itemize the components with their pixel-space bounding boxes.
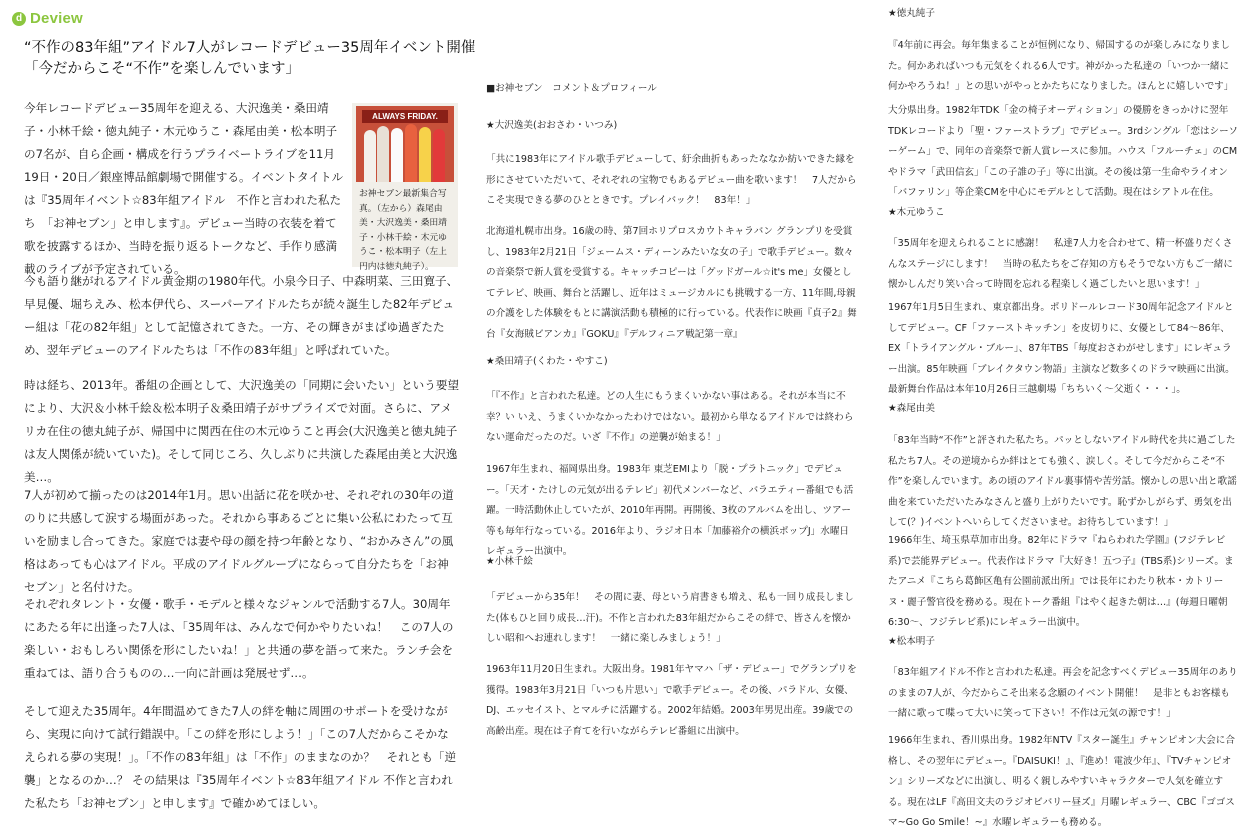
site-name: Deview — [30, 10, 83, 27]
member-heading: ★大沢逸美(おおさわ・いつみ) — [486, 120, 618, 131]
article-paragraph: それぞれタレント・女優・歌手・モデルと様々なジャンルで活動する7人。30周年にあたる年に出逢った7人は、「35周年は、みんなで何かやりたいね！ この7人の楽しい・おもしろい関係を形にしたいね！」と共通の夢を語って来た。ランチ会を重ねては、語り合うものの…一向に計画は発展せず…。 — [24, 597, 454, 680]
profiles-column-2 — [888, 0, 1238, 828]
photo-person — [377, 126, 389, 182]
photo-banner: ALWAYS FRIDAY. — [362, 110, 448, 123]
photo-person — [405, 124, 417, 182]
article-paragraph: 今も語り継がれるアイドル黄金期の1980年代。小泉今日子、中森明菜、三田寛子、早見優、堀ちえみ、松本伊代ら、スーパーアイドルたちが続々誕生した82年デビュー組は「花の82年組」として記憶されてきた。一方、その輝きがまばゆ過ぎたため、翌年デビューのアイドルたちは「不作の83年組」と呼ばれていた。 — [24, 274, 459, 357]
member-comment: 「『不作』と言われた私達。どの人生にもうまくいかない事はある。それが本当に不幸？い いえ、うまくいかなかったわけではない。最初から単なるアイドルでは終わらない運命だったのだ。いざ『不作』の逆襲が始まる！」 — [486, 391, 854, 443]
article-column — [8, 0, 476, 819]
group-photo[interactable] — [356, 106, 454, 182]
member-comment: 「35周年を迎えられることに感謝！ 私達7人力を合わせて、精一杯盛りだくさんなステージにします！ 当時の私たちをご存知の方もそうでない方もご一緒に懐かしんだり笑い合って時間を忘れる程楽しく過ごしたいと思います！」 — [888, 238, 1233, 290]
member-profile: 1967年1月5日生まれ、東京都出身。ポリドールレコード30周年記念アイドルとしてデビュー。CF「ファーストキッチン」を皮切りに、女優として84〜86年、EX「トライアングル・ブルー」、87年TBS「毎度おさわがせします」にレギュラー出演。85年映画「ブレイクタウン物語」主演など数多くのドラマ映画に出演。最新舞台作品は本年10月26日三越劇場「ちちいく〜父逝く・・・」。 — [888, 302, 1235, 395]
member-heading: ★徳丸純子 — [888, 8, 935, 19]
profiles-section-title: ■お神セブン コメント＆プロフィール — [486, 83, 657, 94]
member-comment: 「83年当時“不作”と評された私たち。パッとしないアイドル時代を共に過ごした私たち7人。その逆境からか絆はとても強く、涙しく。そして今だからこそ“不作”を楽しんでいます。あの頃のアイドル裏事情や苦労話。懐かしの思い出と歌謡曲を来ていただいたみなさんと盛り上がりたいです。恥ずかしがらず、勇気を出して(？)イベントへいらしてくださいませ。お待ちしています！」 — [888, 435, 1237, 528]
member-profile: 北海道札幌市出身。16歳の時、第7回ホリプロスカウトキャラバン グランプリを受賞し、1983年2月21日「ジェームス・ディーンみたいな女の子」で歌手デビュー。数々の音楽祭で新人賞を受賞する。キャッチコピーは「グッドガール☆it's me」女優としてテレビ、映画、舞台と活躍し、近年はミュージカルにも挑戦する一方、11年間,母親の介護をした体験をもとに講演活動も積極的に行っている。代表作に映画『貞子2』舞台『女海賊ビアンカ』『GOKU』『デルフィニア戦記第一章』 — [486, 226, 857, 340]
photo-person — [433, 129, 445, 182]
member-profile: 1966年生まれ、香川県出身。1982年NTV『スター誕生』チャンピオン大会に合格し、その翌年にデビュー。『DAISUKI！』、『進め！電波少年』、『TVチャンピオン』シリーズなどに出演し、明るく親しみやすいキャラクターで人気を確立する。現在はLF『高田文夫のラジオビバリー昼ズ』月曜レギュラー、CBC『ゴゴスマ~Go Go Smile！~』水曜レギュラーも務める。 — [888, 735, 1235, 828]
group-photo-figure — [352, 103, 458, 272]
member-profile: 大分県出身。1982年TDK「金の椅子オーディション」の優勝をきっかけに翌年TDKレコードより「聖・ファーストラブ」でデビュー。3rdシングル「恋はシーソーゲーム」で、同年の音楽祭で新人賞レースに参加。ハウス「フルーチェ」のCMやドラマ「武田信玄」「この子誰の子」等に出演。その後は第一生命やライオン「バファリン」等企業CMを中心にモデルとして活動。現在はシアトル在住。 — [888, 105, 1238, 198]
article-paragraph: 時は経ち、2013年。番組の企画として、大沢逸美の「同期に会いたい」という要望により、大沢＆小林千絵＆松本明子＆桑田靖子がサプライズで対面。さらに、アメリカ在住の徳丸純子が、帰国中に関西在住の木元ゆうこと再会(大沢逸美と徳丸純子は友人関係が続いていた)。そして同じころ、久しぶりに共演した森尾由美と大沢逸美…。 — [24, 378, 460, 484]
member-comment: 「デビューから35年！ その間に妻、母という肩書きも増え、私も一回り成長しました(体もひと回り成長…汗)。不作と言われた83年組だからこその絆で、皆さんを懐かしい昭和へお連れします！ 一緒に楽しみましょう！」 — [486, 592, 854, 644]
article-paragraph: 今年レコードデビュー35周年を迎える、大沢逸美・桑田靖子・小林千絵・徳丸純子・木元ゆうこ・森尾由美・松本明子の7名が、自ら企画・構成を行うプライベートライブを11月19日・20日／銀座博品館劇場で開催する。イベントタイトルは『35周年イベント☆83年組アイドル 不作と言われた私たち 「お神セブン」と申します』。デビュー当時の衣装を着て歌を披露するほか、当時を振り返るトークなど、手作り感満載のライブが予定されている。 — [24, 101, 344, 276]
article-paragraph: そして迎えた35周年。4年間温めてきた7人の絆を軸に周囲のサポートを受けながら、実現に向けて試行錯誤中。「この絆を形にしよう！」「この7人だからこそかなえられる夢の実現！」。「不作の83年組」は「不作」のままなのか？ それとも「逆襲」となるのか…？ その結果は『35周年イベント☆83年組アイドル 不作と言われた私たち「お神セブン」と申します』で確かめてほしい。 — [24, 704, 457, 810]
article-paragraph: 7人が初めて揃ったのは2014年1月。思い出話に花を咲かせ、それぞれの30年の道のりに共感して涙する場面があった。それから事あるごとに集い公私にわたって互いを励まし合ってきた。家庭では妻や母の顔を持つ年齢となり、“おかみさん”の風格はあっても心はアイドル。平成のアイドルグループにならって自分たちを「お神セブン」と名付けた。 — [24, 488, 454, 594]
photo-person — [419, 127, 431, 182]
member-profile: 1963年11月20日生まれ。大阪出身。1981年ヤマハ「ザ・デビュー」でグランプリを獲得。1983年3月21日「いつも片思い」で歌手デビュー。その後、パラドル、女優、DJ、エッセイスト、とマルチに活躍する。2002年結婚。2003年男児出産。39歳での高齢出産。現在は子育てを行いながらテレビ番組に出演中。 — [486, 664, 857, 737]
member-heading: ★木元ゆうこ — [888, 207, 945, 218]
member-heading: ★森尾由美 — [888, 403, 935, 414]
photo-caption: お神セブン最新集合写真。（左から）森尾由美・大沢逸美・桑田靖子・小林千絵・木元ゆうこ・松本明子（左上円内は徳丸純子）。 — [359, 189, 447, 272]
member-comment: 「83年組アイドル不作と言われた私達。再会を記念すべくデビュー35周年のありのままの7人が、今だからこそ出来る念願のイベント開催！ 是非ともお客様も一緒に歌って喋って大いに笑って下さい！不作は元気の源です！」 — [888, 667, 1238, 719]
site-logo[interactable] — [12, 10, 83, 27]
article-title-line1: “不作の83年組”アイドル7人がレコードデビュー35周年イベント開催 — [24, 40, 476, 56]
member-comment: 「共に1983年にアイドル歌手デビューして、紆余曲折もあったななか紡いできた縁を形にさせていただいて、それぞれの宝物でもあるデビュー曲を歌います！ 7人だからこそ実現できる夢のひとときです。プレイバック！ 83年！」 — [486, 154, 857, 206]
member-heading: ★小林千絵 — [486, 556, 533, 567]
member-heading: ★松本明子 — [888, 636, 935, 647]
profiles-column-1 — [486, 0, 858, 819]
member-profile: 1967年生まれ、福岡県出身。1983年 東芝EMIより「脱・プラトニック」でデビュー。「天才・たけしの元気が出るテレビ」初代メンバーなど、バラエティー番組でも活躍。一時活動休止していたが、2010年再開。再開後、3枚のアルバムを出し、ツアー等も毎年行なっている。2016年より、ラジオ日本「加藤裕介の横浜ポップJ」水曜日レギュラー出演中。 — [486, 464, 854, 557]
photo-person — [391, 128, 403, 182]
article-title-line2: 「今だからこそ“不作”を楽しんでいます」 — [24, 61, 301, 77]
member-comment: 『4年前に再会。毎年集まることが恒例になり、帰国するのが楽しみになりました。何かあればいつも元気をくれる6人です。神がかった私達の「いつか一緒に何かやろうね！」との思いがやっとかたちになりました。ほんとに嬉しいです」 — [888, 40, 1234, 92]
member-heading: ★桑田靖子(くわた・やすこ) — [486, 356, 608, 367]
article-title — [24, 38, 475, 80]
photo-person — [364, 130, 376, 182]
deview-logo-icon: d — [12, 12, 26, 26]
member-profile: 1966年生、埼玉県草加市出身。82年にドラマ『ねらわれた学園』(フジテレビ系)で芸能界デビュー。代表作はドラマ『大好き！五つ子』(TBS系)シリーズ。またアニメ『こちら葛飾区亀有公園前派出所』では長年にわたり秋本・カトリーヌ・麗子警官役を務める。現在トーク番組『はやく起きた朝は…』(毎週日曜朝6:30〜、フジテレビ系)にレギュラー出演中。 — [888, 535, 1234, 628]
